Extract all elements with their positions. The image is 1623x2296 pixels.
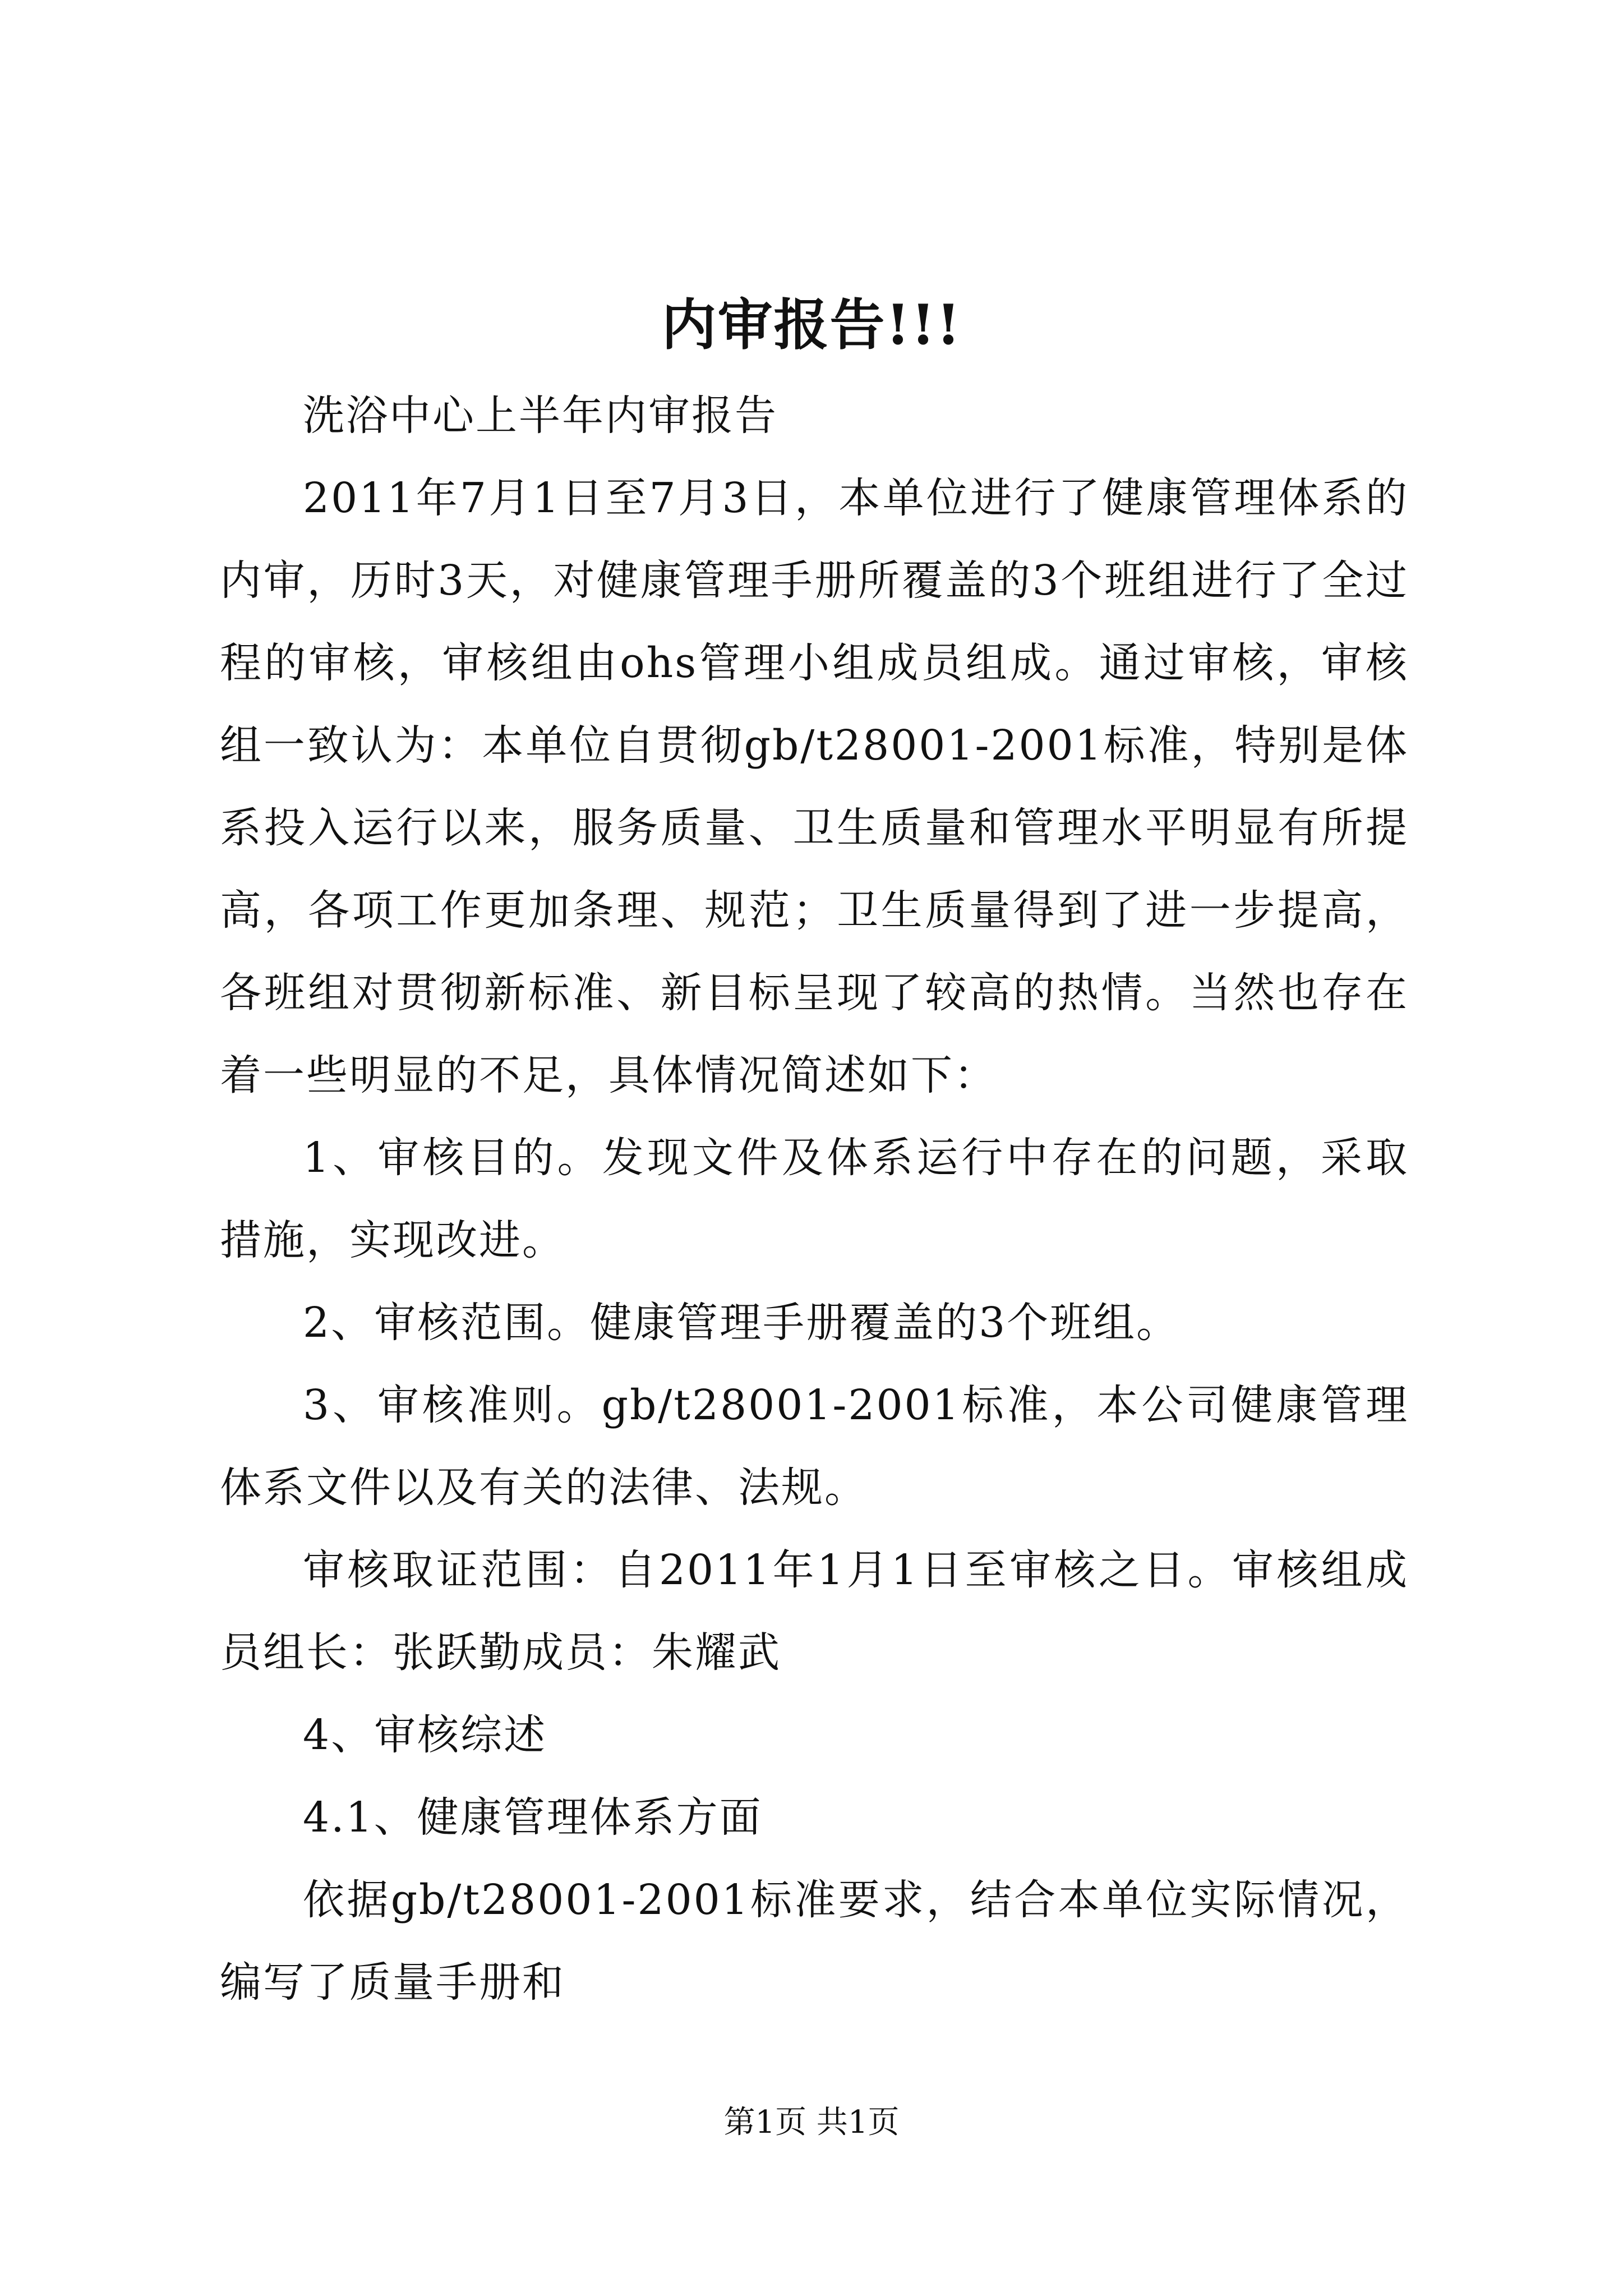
paragraph-intro: 2011年7月1日至7月3日，本单位进行了健康管理体系的内审，历时3天，对健康管理手册所覆盖的3个班组进行了全过程的审核，审核组由ohs管理小组成员组成。通过审核，审核组一致认为：本单位自贯彻gb/t28001-2001标准，特别是体系投入运行以来，服务质量、卫生质量和管理水平明显有所提高，各项工作更加条理、规范；卫生质量得到了进一步提高，各班组对贯彻新标准、新目标呈现了较高的热情。当然也存在着一些明显的不足，具体情况简述如下：: [220, 474, 1409, 1099]
paragraph-audit-scope: 2、审核范围。健康管理手册覆盖的3个班组。: [303, 1299, 1180, 1347]
document-body: [220, 375, 1409, 2024]
paragraph-section-4-1-heading: 4.1、健康管理体系方面: [303, 1793, 763, 1842]
paragraph-audit-summary-heading: 4、审核综述: [303, 1711, 547, 1759]
paragraph-evidence-scope: 审核取证范围：自2011年1月1日至审核之日。审核组成员组长：张跃勤成员：朱耀武: [220, 1546, 1409, 1677]
paragraph-basis: 依据gb/t28001-2001标准要求，结合本单位实际情况，编写了质量手册和: [220, 1876, 1409, 2007]
paragraph-subtitle: 洗浴中心上半年内审报告: [303, 392, 778, 440]
page-number-footer: 第1页 共1页: [723, 2104, 900, 2141]
paragraph-audit-criteria: 3、审核准则。gb/t28001-2001标准，本公司健康管理体系文件以及有关的法律、法规。: [220, 1381, 1409, 1512]
paragraph-audit-purpose: 1、审核目的。发现文件及体系运行中存在的问题，采取措施，实现改进。: [220, 1134, 1409, 1264]
document-title: 内审报告!!!: [661, 293, 962, 357]
